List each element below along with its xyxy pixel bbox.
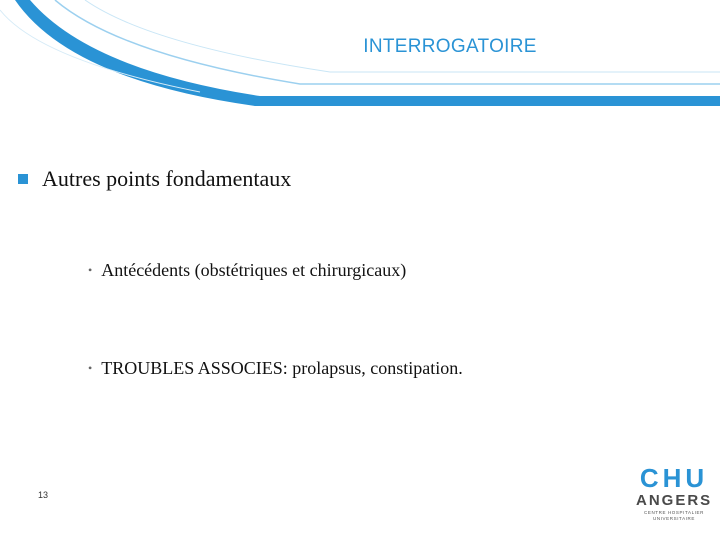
sub-bullet-item [88,358,463,379]
dot-bullet-icon: • [88,263,93,277]
page-number: 13 [38,490,49,500]
square-bullet-icon [18,174,28,184]
chu-angers-logo [636,464,712,522]
main-bullet-text: Autres points fondamentaux [42,166,292,191]
logo-city-text: ANGERS [636,492,713,509]
sub-bullet-text: TROUBLES ASSOCIES: prolapsus, constipation. [101,358,463,378]
main-bullet-item [18,166,291,192]
sub-bullet-item [88,260,406,281]
slide-title: INTERROGATOIRE [363,36,537,57]
logo-chu-text: CHU [639,463,709,493]
logo-subtitle-line1: CENTRE HOSPITALIER [644,510,704,515]
logo-subtitle-line2: UNIVERSITAIRE [653,516,695,521]
header-swoosh-decoration [0,0,720,120]
sub-bullet-text: Antécédents (obstétriques et chirurgicaux) [101,260,407,280]
dot-bullet-icon: • [88,361,93,375]
